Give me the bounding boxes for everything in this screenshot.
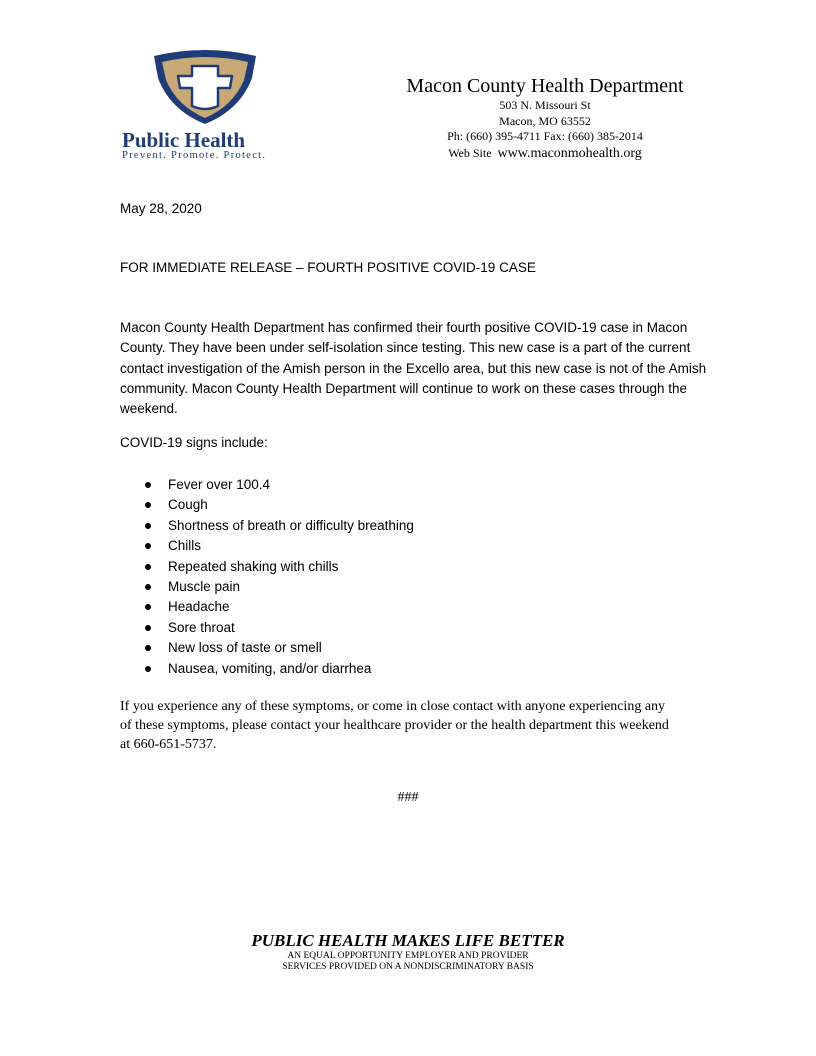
shield-cross-icon bbox=[120, 48, 290, 128]
website-label: Web Site bbox=[448, 145, 492, 160]
end-mark: ### bbox=[397, 790, 419, 805]
bullet-icon bbox=[145, 502, 151, 508]
list-item: Fever over 100.4 bbox=[120, 475, 414, 495]
body-paragraph: Macon County Health Department has confirmed their fourth positive COVID-19 case in Macon County. They have been under self-isolation since testing. This new case is a part of the current contact investigation of the Amish person in the Excello area, but this new case is not of the Amish community. Macon County Health Department will continue to work on these cases through the weekend. bbox=[120, 320, 707, 417]
bullet-icon bbox=[145, 604, 151, 610]
logo-wordmark: Public Health bbox=[122, 128, 246, 152]
bullet-icon bbox=[145, 564, 151, 570]
list-item: Sore throat bbox=[120, 618, 414, 638]
bullet-icon bbox=[145, 666, 151, 672]
bullet-icon bbox=[145, 543, 151, 549]
letter-date: May 28, 2020 bbox=[120, 201, 202, 216]
bullet-icon bbox=[145, 482, 151, 488]
list-item: Headache bbox=[120, 597, 414, 617]
page-footer bbox=[0, 930, 816, 973]
bullet-icon bbox=[145, 523, 151, 529]
address-line-2: Macon, MO 63552 bbox=[499, 113, 591, 128]
list-item: Shortness of breath or difficulty breathing bbox=[120, 516, 414, 536]
symptom-list bbox=[120, 475, 414, 679]
list-item: New loss of taste or smell bbox=[120, 638, 414, 658]
org-name: Macon County Health Department bbox=[406, 75, 684, 97]
bullet-icon bbox=[145, 645, 151, 651]
letterhead-contact bbox=[380, 74, 710, 162]
address-line-1: 503 N. Missouri St bbox=[499, 98, 591, 112]
logo-tagline: Prevent. Promote. Protect. bbox=[122, 150, 267, 161]
footer-line-1: AN EQUAL OPPORTUNITY EMPLOYER AND PROVIDER bbox=[287, 951, 529, 961]
bullet-icon bbox=[145, 625, 151, 631]
bullet-icon bbox=[145, 584, 151, 590]
list-item: Repeated shaking with chills bbox=[120, 557, 414, 577]
signs-intro: COVID-19 signs include: bbox=[120, 435, 268, 450]
list-item: Cough bbox=[120, 495, 414, 515]
list-item: Muscle pain bbox=[120, 577, 414, 597]
release-heading: FOR IMMEDIATE RELEASE – FOURTH POSITIVE COVID-19 CASE bbox=[120, 260, 536, 275]
website bbox=[380, 145, 710, 162]
closing-paragraph: If you experience any of these symptoms, or come in close contact with anyone experiencing any of these symptoms, please contact your healthcare provider or the health department this weekend at 660-651-5737. bbox=[120, 699, 669, 752]
website-url: www.maconmohealth.org bbox=[497, 145, 642, 161]
footer-line-2: SERVICES PROVIDED ON A NONDISCRIMINATORY BASIS bbox=[282, 962, 534, 972]
list-item: Nausea, vomiting, and/or diarrhea bbox=[120, 659, 414, 679]
phone-fax: Ph: (660) 395-4711 Fax: (660) 385-2014 bbox=[447, 129, 643, 143]
list-item: Chills bbox=[120, 536, 414, 556]
footer-slogan: PUBLIC HEALTH MAKES LIFE BETTER bbox=[251, 931, 565, 950]
